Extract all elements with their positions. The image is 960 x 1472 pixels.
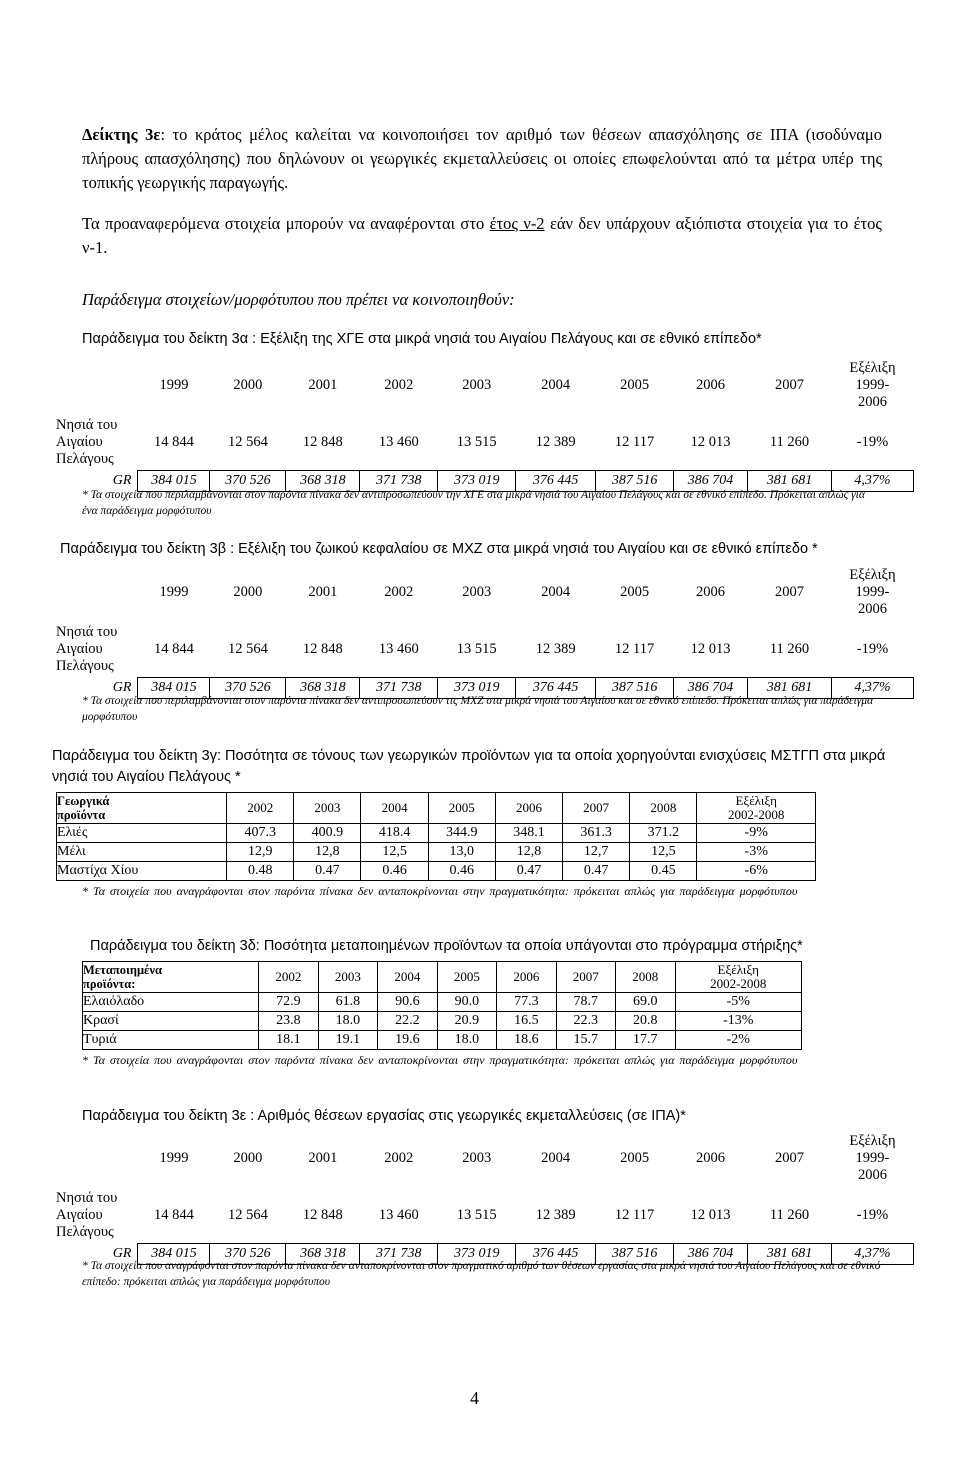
row-label-line: Αιγαίου [56,640,103,657]
value-cell: -6% [697,862,816,881]
value-cell: 418.4 [361,824,428,843]
gr-value-cell: 373 019 [438,471,516,492]
product-column-header [83,962,259,993]
row-label [56,1187,138,1244]
gr-value-cell: 371 738 [360,1244,438,1265]
value-cell: 12 564 [227,1206,268,1223]
year-header: 2002 [384,1149,414,1166]
intro-p2-underlined: έτος ν-2 [489,214,545,233]
evolution-header-line: 1999- [855,376,890,393]
gr-value-cell: 384 015 [138,678,210,699]
intro-paragraph-3: Παράδειγμα στοιχείων/μορφότυπου που πρέπει να κοινοποιηθούν: [82,290,515,309]
table-3c-note: * Τα στοιχεία που αναγράφονται στον παρόντα πίνακα δεν ανταποκρίνονται στην πραγματικότητα: πρόκειται απλώς για παράδειγμα μορφότυπου [82,884,798,898]
year-header: 2005 [428,793,495,824]
intro-p2-text-a: Τα προαναφερόμενα στοιχεία μπορούν να αναφέρονται στο [82,214,490,233]
value-cell: 12 564 [227,640,268,657]
value-cell: 12,5 [630,843,697,862]
value-cell: 19.1 [318,1031,377,1050]
evolution-header-line: Εξέλιξη [735,793,777,808]
row-label [56,414,138,471]
row-label [56,621,138,678]
table-3b [56,563,914,699]
value-cell: 61.8 [318,993,377,1012]
corner-cell [56,356,138,414]
year-header: 2005 [620,376,650,393]
value-cell: 0.47 [495,862,562,881]
gr-value-cell: 387 516 [596,678,674,699]
gr-value-cell: 368 318 [286,1244,360,1265]
product-column-header-line: Γεωργικά [57,794,110,808]
value-cell: 12 117 [614,640,655,657]
row-label-line: Νησιά του [56,623,118,640]
indicator-text: : το κράτος μέλος καλείται να κοινοποιήσει τον αριθμό των θέσεων απασχόλησης σε ΙΠΑ (ισοδύναμο πλήρους απασχόλησης) που δηλώνουν οι γεωργικές εκμεταλλεύσεις οι οποίες επωφελούνται από τα μέτρα υπέρ της τοπικής γεωργικής παραγωγής. [82,125,882,192]
value-cell: 78.7 [556,993,615,1012]
value-cell: 13 515 [456,640,497,657]
value-cell: 12 389 [535,640,576,657]
evolution-header [831,356,913,414]
gr-value-cell: 384 015 [138,471,210,492]
value-cell: 12,8 [294,843,361,862]
year-header: 2003 [318,962,377,993]
gr-value-cell: 376 445 [516,1244,596,1265]
evolution-header-line: Εξέλιξη [849,566,896,583]
gr-value-cell: 386 704 [674,471,748,492]
year-header: 2008 [616,962,675,993]
year-header: 2006 [696,583,726,600]
year-header: 2002 [384,583,414,600]
year-header: 2005 [620,1149,650,1166]
gr-value-cell: 376 445 [516,471,596,492]
product-column-header [57,793,227,824]
table-3a-heading: Παράδειγμα του δείκτη 3α : Εξέλιξη της ΧΓΕ στα μικρά νησιά του Αιγαίου Πελάγους και σε εθνικό επίπεδο* [82,331,762,347]
value-cell: 0.48 [227,862,294,881]
row-label-line: Πελάγους [56,450,114,467]
value-cell: 12 013 [690,640,731,657]
value-cell: 12 564 [227,433,268,450]
table-3c-heading: Παράδειγμα του δείκτη 3γ: Ποσότητα σε τόνους των γεωργικών προϊόντων για τα οποία χορηγούνται ενισχύσεις ΜΣΤΓΠ στα μικρά νησιά του Αιγαίου Πελάγους * [52,748,886,785]
year-header: 2003 [462,1149,492,1166]
gr-value-cell: 381 681 [748,1244,832,1265]
year-header: 2007 [774,376,804,393]
value-cell: 19.6 [378,1031,437,1050]
corner-cell [56,563,138,621]
product-column-header-line: προϊόντα [57,808,106,822]
evolution-header-line: 2006 [857,1166,887,1183]
year-header: 2004 [541,583,571,600]
product-column-header-line: προϊόντα: [83,977,136,991]
gr-label: GR [112,1246,132,1261]
gr-value-cell: 384 015 [138,1244,210,1265]
evolution-header-line: Εξέλιξη [849,1132,896,1149]
year-header: 2002 [259,962,318,993]
value-cell: 22.2 [378,1012,437,1031]
value-cell: 12,9 [227,843,294,862]
value-cell: 15.7 [556,1031,615,1050]
evolution-header-line: 2006 [857,600,887,617]
value-cell: 69.0 [616,993,675,1012]
header-row [56,563,914,621]
year-header: 2005 [620,583,650,600]
row-label-line: Πελάγους [56,1223,114,1240]
header-row [56,356,914,414]
year-header: 2004 [378,962,437,993]
product-name: Ελαιόλαδο [83,993,259,1012]
value-cell: 0.46 [361,862,428,881]
value-cell: 12 117 [614,1206,655,1223]
year-header: 2000 [233,583,263,600]
product-name: Κρασί [83,1012,259,1031]
year-header: 2003 [294,793,361,824]
value-cell: 12,8 [495,843,562,862]
gr-value-cell: 368 318 [286,471,360,492]
table-3e-heading: Παράδειγμα του δείκτη 3ε : Αριθμός θέσεων εργασίας στις γεωργικές εκμεταλλεύσεις (σε ΙΠΑ)* [82,1108,686,1124]
year-header: 2006 [696,376,726,393]
year-header: 2002 [227,793,294,824]
year-header: 2006 [696,1149,726,1166]
value-cell: 20.9 [437,1012,496,1031]
value-cell: 23.8 [259,1012,318,1031]
product-name: Ελιές [57,824,227,843]
value-cell: 12 848 [302,433,343,450]
value-cell: 12,5 [361,843,428,862]
value-cell: 14 844 [154,1206,194,1223]
header-row [56,1129,914,1187]
value-cell: -3% [697,843,816,862]
gr-value-cell: 368 318 [286,678,360,699]
value-cell: -2% [675,1031,801,1050]
year-header: 2007 [774,583,804,600]
value-cell: 11 260 [769,640,810,657]
gr-value-cell: 4,37% [831,471,913,492]
table-row [57,862,816,881]
value-cell: 13 460 [378,433,419,450]
table-row [56,1187,914,1244]
evolution-header-line: 1999- [855,583,890,600]
evolution-header-line: Εξέλιξη [717,962,759,977]
gr-value-cell: 376 445 [516,678,596,699]
gr-value-cell: 371 738 [360,471,438,492]
year-header: 1999 [159,1149,189,1166]
table-3d-note: * Τα στοιχεία που αναγράφονται στον παρόντα πίνακα δεν ανταποκρίνονται στην πραγματικότητα: πρόκειται απλώς για παράδειγμα μορφότυπου [82,1053,798,1067]
evolution-header-line: 2002-2008 [710,976,767,991]
year-header: 2001 [308,1149,338,1166]
evolution-header [675,962,801,993]
value-cell: 90.6 [378,993,437,1012]
value-cell: 12 848 [302,640,343,657]
intro-paragraph-2 [82,212,882,260]
evolution-header [831,563,913,621]
value-cell: 17.7 [616,1031,675,1050]
table-3b-note: * Τα στοιχεία που περιλαμβάνονται στον παρόντα πίνακα δεν αντιπροσωπεύουν τις ΜΧΖ στα μικρά νησιά του Αιγαίου και σε εθνικό επίπεδο. Πρόκειται απλώς για παράδειγμα μορφότυπου [82,695,874,723]
value-cell: 12 389 [535,1206,576,1223]
value-cell: 18.6 [497,1031,556,1050]
year-header: 2006 [495,793,562,824]
intro-paragraph-1 [82,123,882,195]
value-cell: 12 117 [614,433,655,450]
value-cell: 361.3 [563,824,630,843]
header-row [57,793,816,824]
row-label-line: Νησιά του [56,416,118,433]
gr-value-cell: 370 526 [210,1244,286,1265]
table-row [57,824,816,843]
value-cell: 12 848 [302,1206,343,1223]
product-name: Τυριά [83,1031,259,1050]
product-column-header-line: Μεταποιημένα [83,963,162,977]
evolution-header-line: 2002-2008 [728,807,785,822]
year-header: 2002 [384,376,414,393]
gr-value-cell: 386 704 [674,678,748,699]
evolution-header-line: 2006 [857,393,887,410]
value-cell: 18.0 [318,1012,377,1031]
gr-value-cell: 4,37% [831,678,913,699]
value-cell: 18.0 [437,1031,496,1050]
value-cell: -5% [675,993,801,1012]
gr-value-cell: 370 526 [210,471,286,492]
year-header: 2000 [233,1149,263,1166]
year-header: 2008 [630,793,697,824]
gr-value-cell: 381 681 [748,471,832,492]
year-header: 2004 [541,1149,571,1166]
year-header: 2007 [563,793,630,824]
table-3b-heading: Παράδειγμα του δείκτη 3β : Εξέλιξη του ζωικού κεφαλαίου σε ΜΧΖ στα μικρά νησιά του Αιγαίου και σε εθνικό επίπεδο * [60,541,818,557]
value-cell: 348.1 [495,824,562,843]
gr-value-cell: 387 516 [596,471,674,492]
value-cell: 12,7 [563,843,630,862]
value-cell: 11 260 [769,433,810,450]
year-header: 2004 [361,793,428,824]
product-name: Μαστίχα Χίου [57,862,227,881]
value-cell: 371.2 [630,824,697,843]
value-cell: 12 389 [535,433,576,450]
evolution-header-line: Εξέλιξη [849,359,896,376]
value-cell: 344.9 [428,824,495,843]
year-header: 2007 [774,1149,804,1166]
year-header: 2007 [556,962,615,993]
table-row [56,621,914,678]
value-cell: 90.0 [437,993,496,1012]
table-row [56,414,914,471]
value-cell: -13% [675,1012,801,1031]
value-cell: 11 260 [769,1206,810,1223]
value-cell: 0.47 [563,862,630,881]
evolution-header-line: 1999- [855,1149,890,1166]
table-3c [56,792,816,881]
gr-value-cell: 387 516 [596,1244,674,1265]
value-cell: -19% [856,640,889,657]
gr-value-cell: 370 526 [210,678,286,699]
table-3a-note: * Τα στοιχεία που περιλαμβάνονται στον παρόντα πίνακα δεν αντιπροσωπεύουν την ΧΓΕ στα μικρά νησιά του Αιγαίου Πελάγους και σε εθνικό επίπεδο. Πρόκειται απλώς για ένα παράδειγμα μορφότυπου [82,489,865,517]
value-cell: 13 515 [456,1206,497,1223]
table-3d-heading: Παράδειγμα του δείκτη 3δ: Ποσότητα μεταποιημένων προϊόντων τα οποία υπάγονται στο πρόγραμμα στήριξης* [90,938,803,954]
row-label-line: Νησιά του [56,1189,118,1206]
value-cell: 13,0 [428,843,495,862]
year-header: 2004 [541,376,571,393]
year-header: 2001 [308,376,338,393]
value-cell: 18.1 [259,1031,318,1050]
table-row [83,1031,802,1050]
value-cell: 0.46 [428,862,495,881]
value-cell: 12 013 [690,433,731,450]
value-cell: 20.8 [616,1012,675,1031]
year-header: 2003 [462,376,492,393]
gr-value-cell: 4,37% [831,1244,913,1265]
value-cell: 400.9 [294,824,361,843]
year-header: 2000 [233,376,263,393]
product-name: Μέλι [57,843,227,862]
value-cell: 14 844 [154,433,194,450]
header-row [83,962,802,993]
gr-value-cell: 373 019 [438,1244,516,1265]
row-label-line: Πελάγους [56,657,114,674]
value-cell: 72.9 [259,993,318,1012]
table-3e-note: * Τα στοιχεία που αναγράφονται στον παρόντα πίνακα δεν ανταποκρίνονται στον πραγματικό αριθμό των θέσεων εργασίας στα μικρά νησιά του Αιγαίου Πελάγους και σε εθνικό επίπεδο: πρόκειται απλώς για παράδειγμα μορφότυπου [82,1260,881,1288]
gr-value-cell: 371 738 [360,678,438,699]
year-header: 2006 [497,962,556,993]
table-row [57,843,816,862]
table-row [83,993,802,1012]
value-cell: 13 515 [456,433,497,450]
value-cell: 407.3 [227,824,294,843]
table-3e [56,1129,914,1265]
corner-cell [56,1129,138,1187]
value-cell: -19% [856,433,889,450]
row-label-line: Αιγαίου [56,1206,103,1223]
value-cell: 12 013 [690,1206,731,1223]
year-header: 2005 [437,962,496,993]
table-3a [56,356,914,492]
value-cell: 13 460 [378,640,419,657]
gr-value-cell: 373 019 [438,678,516,699]
value-cell: 16.5 [497,1012,556,1031]
value-cell: 14 844 [154,640,194,657]
table-3d [82,961,802,1050]
gr-label: GR [112,680,132,695]
value-cell: 0.47 [294,862,361,881]
page-number: 4 [470,1388,479,1408]
year-header: 2003 [462,583,492,600]
value-cell: -19% [856,1206,889,1223]
value-cell: -9% [697,824,816,843]
gr-value-cell: 386 704 [674,1244,748,1265]
value-cell: 77.3 [497,993,556,1012]
gr-value-cell: 381 681 [748,678,832,699]
gr-label: GR [112,473,132,488]
intro-p2-text-b: εάν δεν υπάρχουν αξιόπιστα στοιχεία για το έτος ν-1. [82,214,882,257]
evolution-header [697,793,816,824]
row-label-line: Αιγαίου [56,433,103,450]
indicator-label: Δείκτης 3ε [82,125,161,144]
year-header: 1999 [159,583,189,600]
year-header: 1999 [159,376,189,393]
value-cell: 13 460 [378,1206,419,1223]
year-header: 2001 [308,583,338,600]
table-row [83,1012,802,1031]
value-cell: 22.3 [556,1012,615,1031]
evolution-header [831,1129,913,1187]
value-cell: 0.45 [630,862,697,881]
